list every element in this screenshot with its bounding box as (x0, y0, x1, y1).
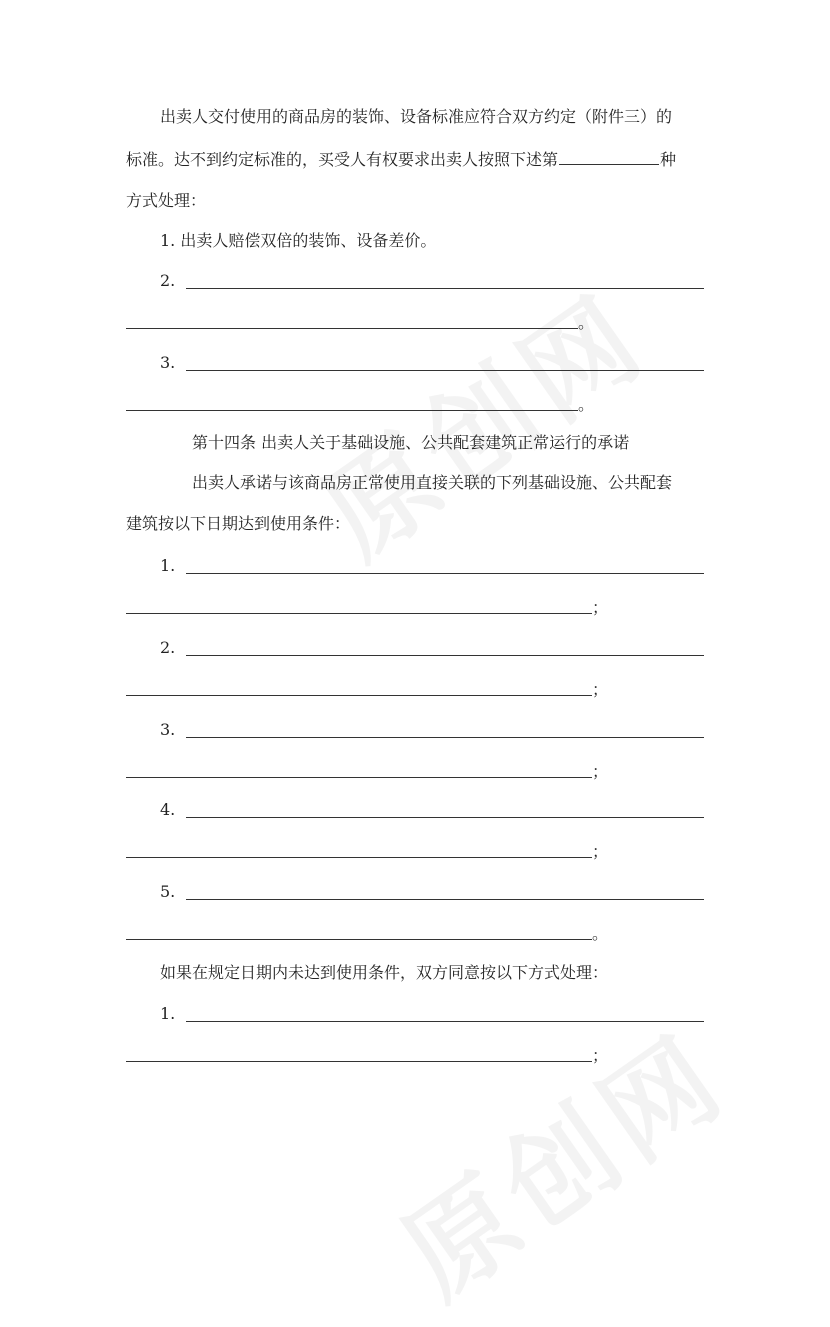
facility-item-1-number: 1. (160, 556, 176, 575)
facility-item-5-blank-a[interactable] (186, 899, 704, 900)
option-item-3-end: 。 (578, 395, 595, 414)
facility-item-5-blank-b[interactable] (126, 939, 592, 940)
para1-line1: 出卖人交付使用的商品房的装饰、设备标准应符合双方约定（附件三）的 (160, 107, 673, 126)
option-item-3-blank-b[interactable] (126, 410, 578, 411)
facility-item-2-blank-a[interactable] (186, 655, 704, 656)
option-item-1: 1. 出卖人赔偿双倍的装饰、设备差价。 (160, 231, 437, 250)
facility-item-3-end: ； (592, 762, 609, 781)
facility-item-4-blank-a[interactable] (186, 817, 704, 818)
remedy-item-1-blank-a[interactable] (186, 1021, 704, 1022)
facility-item-3-blank-a[interactable] (186, 737, 704, 738)
remedy-item-1-blank-b[interactable] (126, 1061, 592, 1062)
facility-item-4-blank-b[interactable] (126, 857, 592, 858)
facility-item-4-end: ； (592, 842, 609, 861)
article-14-line2: 建筑按以下日期达到使用条件： (126, 514, 351, 533)
facility-item-5-number: 5. (160, 882, 176, 901)
remedy-item-1-end: ； (592, 1046, 609, 1065)
facility-item-1-blank-b[interactable] (126, 613, 592, 614)
facility-item-4-number: 4. (160, 800, 176, 819)
facility-item-3-number: 3. (160, 720, 176, 739)
facility-item-2-end: ； (592, 680, 609, 699)
facility-item-1-end: ； (592, 598, 609, 617)
article-14-title: 第十四条 出卖人关于基础设施、公共配套建筑正常运行的承诺 (192, 433, 630, 452)
option-number-blank[interactable] (559, 148, 659, 165)
remedy-item-1-number: 1. (160, 1004, 176, 1023)
facility-item-3-blank-b[interactable] (126, 777, 592, 778)
para1-line2 (126, 148, 676, 170)
option-item-2-end: 。 (578, 313, 595, 332)
para1-line2-text: 标准。达不到约定标准的，买受人有权要求出卖人按照下述第 (126, 150, 559, 169)
para1-line2-end: 种 (660, 150, 677, 169)
para3-line1: 如果在规定日期内未达到使用条件，双方同意按以下方式处理： (160, 963, 609, 982)
para1-line3: 方式处理： (126, 191, 207, 210)
facility-item-1-blank-a[interactable] (186, 573, 704, 574)
article-14-line1: 出卖人承诺与该商品房正常使用直接关联的下列基础设施、公共配套 (192, 473, 673, 492)
option-item-3-blank-a[interactable] (186, 370, 704, 371)
option-item-2-blank-b[interactable] (126, 328, 578, 329)
facility-item-5-end: 。 (592, 924, 609, 943)
facility-item-2-blank-b[interactable] (126, 695, 592, 696)
option-item-2-number: 2. (160, 271, 176, 290)
watermark (287, 251, 673, 587)
option-item-2-blank-a[interactable] (186, 288, 704, 289)
option-item-3-number: 3. (160, 353, 176, 372)
facility-item-2-number: 2. (160, 638, 176, 657)
watermark-bottom (367, 991, 753, 1327)
